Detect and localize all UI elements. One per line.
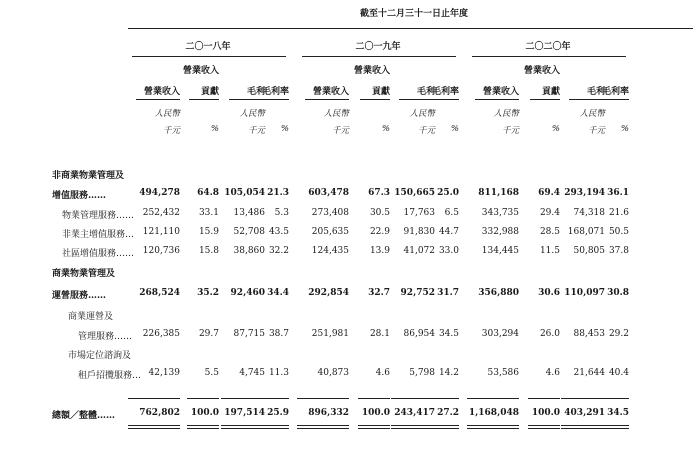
cell-value: 762,802 [139,408,180,418]
cell-value: 44.7 [438,227,459,237]
unit-pct: % [450,124,459,134]
cell-value: 205,635 [311,227,349,237]
year-rule [132,56,286,57]
total-top-rule [259,398,289,399]
unit-pct: % [210,124,219,134]
total-double-rule [429,425,459,426]
total-double-rule [259,425,289,426]
cell-value: 5.5 [204,368,219,378]
cell-value: 4.6 [375,368,390,378]
unit-rmb-l1: 人民幣 [409,109,435,119]
total-double-rule [297,428,349,429]
year-header: 二〇一八年 [185,42,231,52]
cell-value: 124,435 [311,246,349,256]
unit-rmb-l2: 千元 [417,126,435,136]
cell-value: 17,763 [403,208,435,218]
cell-value: 64.8 [197,188,219,198]
cell-value: 34.5 [607,408,629,418]
cell-value: 1,168,048 [468,408,519,418]
col-header-underline [530,99,560,100]
cell-value: 150,665 [394,188,435,198]
cell-value: 30.6 [538,288,560,298]
col-header-underline [305,99,349,100]
col-header-gross-profit: 毛利 [416,87,435,97]
row-label: 物業管理服務…… [62,211,135,221]
cell-value: 21.3 [267,188,289,198]
cell-value: 27.2 [437,408,459,418]
cell-value: 5,798 [409,368,435,378]
total-double-rule [358,428,390,429]
row-label: 非商業物業管理及 [52,171,125,181]
cell-value: 14.2 [438,368,459,378]
row-label: 商業運營及 [68,312,114,322]
total-top-rule [467,398,519,399]
cell-value: 36.1 [607,188,629,198]
row-label: 租戶招攬服務… [78,371,142,381]
total-double-rule [187,425,219,426]
cell-value: 31.7 [437,288,459,298]
year-rule [472,56,626,57]
col-header-underline [475,99,519,100]
col-header-gross-profit: 毛利 [586,87,605,97]
cell-value: 25.9 [267,408,289,418]
cell-value: 6.5 [444,208,459,218]
cell-value: 29.4 [539,208,560,218]
col-header-underline [255,99,289,100]
cell-value: 40.4 [608,368,629,378]
year-header: 二〇二〇年 [525,42,571,52]
cell-value: 100.0 [531,408,560,418]
total-double-rule [128,428,180,429]
col-header-revenue: 營業收入 [482,87,519,97]
cell-value: 28.5 [539,227,560,237]
cell-value: 30.8 [607,288,629,298]
unit-rmb-l2: 千元 [331,126,349,136]
total-double-rule [187,428,219,429]
cell-value: 293,194 [564,188,605,198]
unit-rmb-l2: 千元 [501,126,519,136]
cell-value: 22.9 [369,227,390,237]
cell-value: 38,860 [233,246,265,256]
col-header-gross-profit: 毛利 [246,87,265,97]
cell-value: 243,417 [394,408,435,418]
col-header-underline [189,99,219,100]
cell-value: 292,854 [308,288,349,298]
cell-value: 26.0 [539,329,560,339]
cell-value: 74,318 [573,208,605,218]
cell-value: 13,486 [233,208,265,218]
cell-value: 69.4 [538,188,560,198]
cell-value: 120,736 [142,246,180,256]
cell-value: 197,514 [224,408,265,418]
total-double-rule [358,425,390,426]
cell-value: 896,332 [308,408,349,418]
cell-value: 50,805 [573,246,605,256]
total-double-rule [599,428,629,429]
cell-value: 5.3 [274,208,289,218]
cell-value: 105,054 [224,188,265,198]
cell-value: 100.0 [361,408,390,418]
unit-rmb-l1: 人民幣 [239,109,265,119]
cell-value: 50.5 [608,227,629,237]
cell-value: 42,139 [148,368,180,378]
cell-value: 11.5 [539,246,560,256]
total-double-rule [429,428,459,429]
cell-value: 91,830 [403,227,435,237]
row-label: 總額／整體…… [52,411,116,421]
total-double-rule [599,425,629,426]
total-double-rule [467,428,519,429]
col-header-margin: 毛利率 [601,87,629,97]
cell-value: 28.1 [369,329,390,339]
row-label: 社區增值服務…… [62,249,135,259]
col-header-contribution-l1: 營業收入 [523,66,560,76]
unit-pct: % [381,124,390,134]
cell-value: 268,524 [139,288,180,298]
cell-value: 226,385 [142,329,180,339]
unit-rmb-l1: 人民幣 [154,109,180,119]
cell-value: 67.3 [368,188,390,198]
cell-value: 168,071 [567,227,605,237]
cell-value: 134,445 [481,246,519,256]
unit-rmb-l2: 千元 [247,126,265,136]
unit-pct: % [551,124,560,134]
unit-rmb-l1: 人民幣 [493,109,519,119]
col-header-underline [595,99,629,100]
col-header-contribution-l2: 貢獻 [200,87,219,97]
cell-value: 13.9 [369,246,390,256]
col-header-underline [136,99,180,100]
cell-value: 11.3 [268,368,289,378]
cell-value: 38.7 [268,329,289,339]
cell-value: 21.6 [608,208,629,218]
cell-value: 110,097 [564,288,605,298]
cell-value: 35.2 [197,288,219,298]
period-header: 截至十二月三十一日止年度 [359,9,468,19]
unit-rmb-l1: 人民幣 [323,109,349,119]
cell-value: 332,988 [481,227,519,237]
cell-value: 4,745 [239,368,265,378]
cell-value: 52,708 [233,227,265,237]
cell-value: 29.7 [198,329,219,339]
unit-rmb-l2: 千元 [587,126,605,136]
cell-value: 33.1 [198,208,219,218]
row-label: 增值服務…… [52,191,107,201]
col-header-underline [425,99,459,100]
total-double-rule [259,428,289,429]
cell-value: 92,752 [400,288,435,298]
cell-value: 303,294 [481,329,519,339]
cell-value: 100.0 [190,408,219,418]
col-header-revenue: 營業收入 [143,87,180,97]
total-top-rule [429,398,459,399]
cell-value: 87,715 [233,329,265,339]
cell-value: 53,586 [487,368,519,378]
cell-value: 603,478 [308,188,349,198]
col-header-margin: 毛利率 [431,87,459,97]
cell-value: 37.8 [608,246,629,256]
total-double-rule [528,425,560,426]
cell-value: 43.5 [268,227,289,237]
year-header: 二〇一九年 [355,42,401,52]
cell-value: 88,453 [573,329,605,339]
col-header-underline [360,99,390,100]
col-header-contribution-l1: 營業收入 [182,66,219,76]
cell-value: 32.2 [268,246,289,256]
cell-value: 34.4 [267,288,289,298]
cell-value: 21,644 [573,368,605,378]
row-label: 非業主增值服務… [62,230,135,240]
cell-value: 32.7 [368,288,390,298]
row-label: 商業物業管理及 [52,269,116,279]
total-top-rule [297,398,349,399]
cell-value: 34.5 [438,329,459,339]
row-label: 市場定位諮詢及 [68,351,132,361]
cell-value: 343,735 [481,208,519,218]
col-header-revenue: 營業收入 [312,87,349,97]
cell-value: 494,278 [139,188,180,198]
total-top-rule [528,398,560,399]
col-header-contribution-l2: 貢獻 [371,87,390,97]
col-header-margin: 毛利率 [261,87,289,97]
col-header-contribution-l1: 營業收入 [353,66,390,76]
year-rule [302,56,456,57]
unit-rmb-l1: 人民幣 [579,109,605,119]
cell-value: 403,291 [564,408,605,418]
total-top-rule [128,398,180,399]
unit-rmb-l2: 千元 [162,126,180,136]
cell-value: 356,880 [478,288,519,298]
cell-value: 811,168 [478,188,519,198]
cell-value: 4.6 [545,368,560,378]
row-label: 運營服務…… [52,291,107,301]
cell-value: 273,408 [311,208,349,218]
total-double-rule [528,428,560,429]
cell-value: 30.5 [369,208,390,218]
cell-value: 86,954 [403,329,435,339]
cell-value: 40,873 [317,368,349,378]
cell-value: 29.2 [608,329,629,339]
row-label: 管理服務…… [78,332,133,342]
cell-value: 15.8 [198,246,219,256]
cell-value: 25.0 [437,188,459,198]
total-double-rule [467,425,519,426]
unit-pct: % [620,124,629,134]
total-top-rule [358,398,390,399]
total-top-rule [599,398,629,399]
period-rule [128,28,693,29]
cell-value: 33.0 [438,246,459,256]
total-double-rule [128,425,180,426]
total-top-rule [187,398,219,399]
col-header-contribution-l2: 貢獻 [541,87,560,97]
cell-value: 41,072 [403,246,435,256]
cell-value: 252,432 [142,208,180,218]
unit-pct: % [280,124,289,134]
cell-value: 121,110 [142,227,180,237]
cell-value: 92,460 [230,288,265,298]
total-double-rule [297,425,349,426]
cell-value: 251,981 [311,329,349,339]
cell-value: 15.9 [198,227,219,237]
